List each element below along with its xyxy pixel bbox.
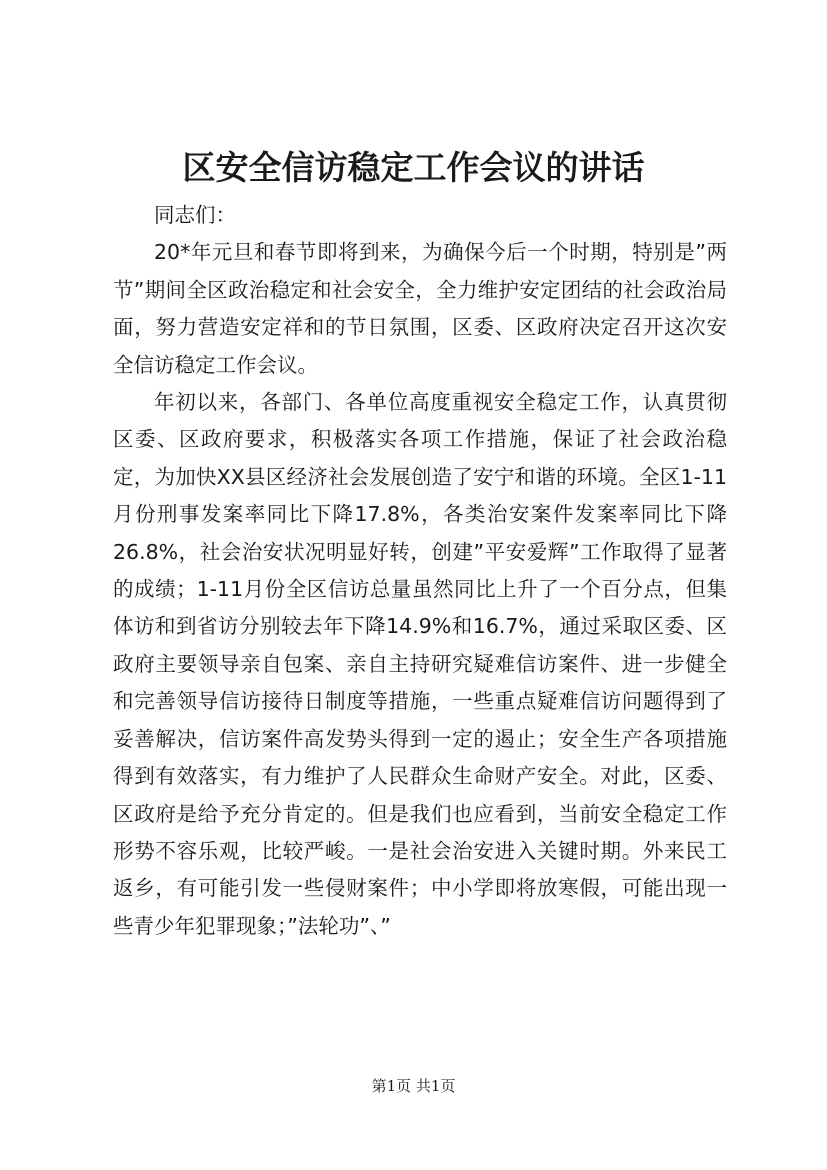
paragraph-2: 年初以来，各部门、各单位高度重视安全稳定工作，认真贯彻区委、区政府要求，积极落实各项工作措施，保证了社会政治稳定，为加快XX县区经济社会发展创造了安宁和谐的环境。全区1-11月份刑事发案率同比下降17.8%，各类治安案件发案率同比下降26.8%，社会治安状况明显好转，创建”平安爱辉”工作取得了显著的成绩；1-11月份全区信访总量虽然同比上升了一个百分点，但集体访和到省访分别较去年下降14.9%和16.7%，通过采取区委、区政府主要领导亲自包案、亲自主持研究疑难信访案件、进一步健全和完善领导信访接待日制度等措施，一些重点疑难信访问题得到了妥善解决，信访案件高发势头得到一定的遏止；安全生产各项措施得到有效落实，有力维护了人民群众生命财产安全。对此，区委、区政府是给予充分肯定的。但是我们也应看到，当前安全稳定工作形势不容乐观，比较严峻。一是社会治安进入关键时期。外来民工返乡，有可能引发一些侵财案件；中小学即将放寒假，可能出现一些青少年犯罪现象；”法轮功”、”	[113, 390, 727, 938]
paragraph-1: 20*年元旦和春节即将到来，为确保今后一个时期，特别是”两节”期间全区政治稳定和社会安全，全力维护安定团结的社会政治局面，努力营造安定祥和的节日氛围，区委、区政府决定召开这次安全信访稳定工作会议。	[113, 240, 727, 377]
page-number-label: 第1页 共1页	[371, 1077, 456, 1095]
page-footer	[0, 1076, 827, 1096]
document-title: 区安全信访稳定工作会议的讲话	[182, 148, 645, 187]
document-body	[113, 197, 727, 945]
salutation: 同志们：	[154, 203, 236, 227]
